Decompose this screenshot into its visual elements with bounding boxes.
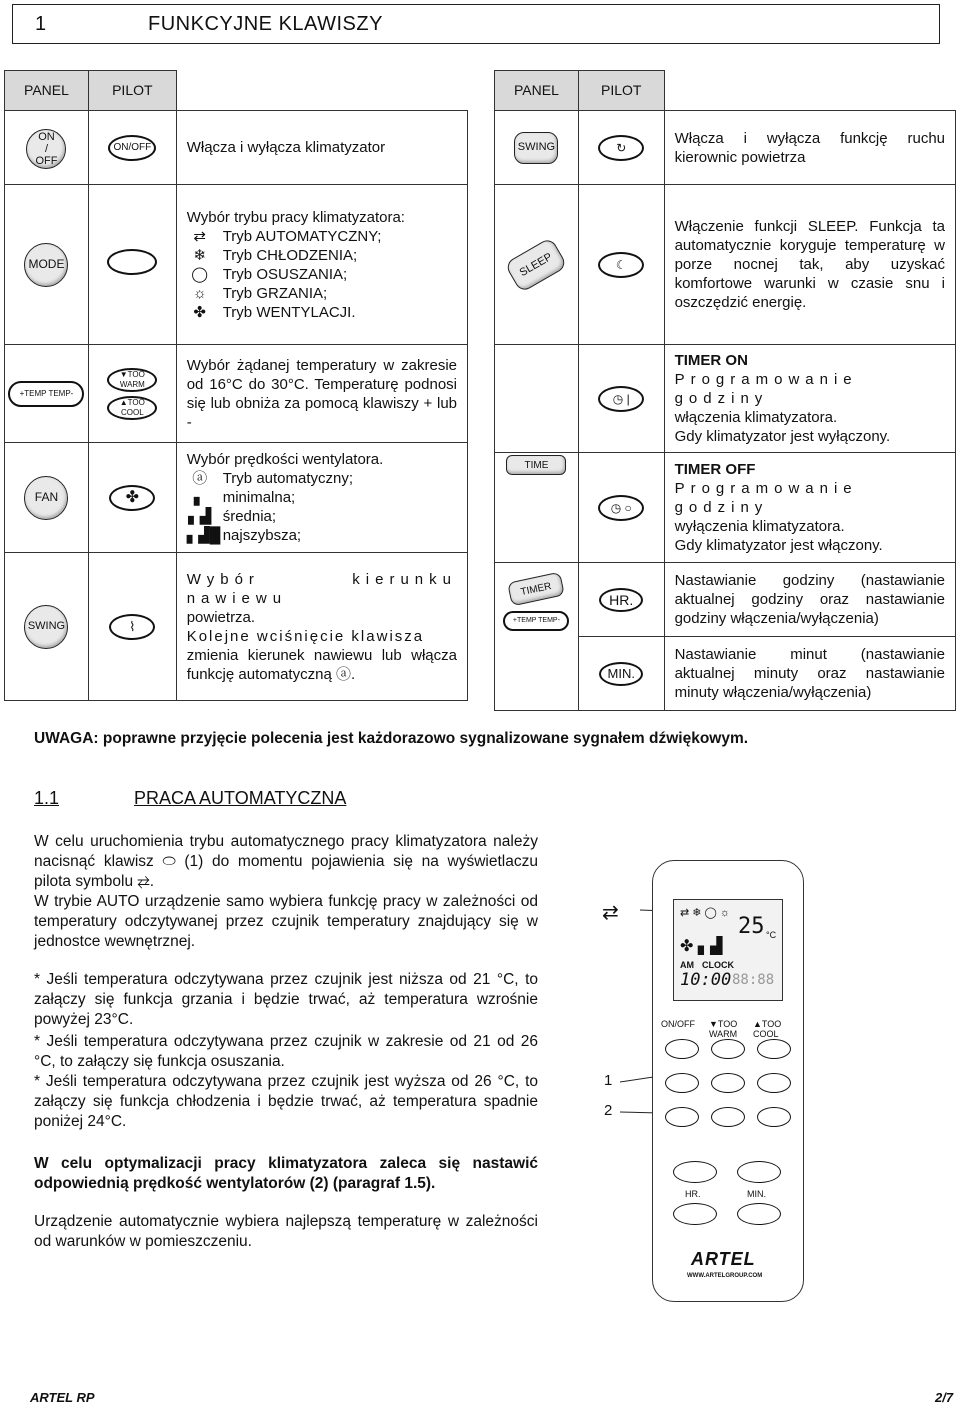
display-clock-label: CLOCK [702,960,734,970]
pilot-min-button: MIN. [599,662,643,686]
panel-sleep-button: SLEEP [505,236,569,292]
remote-warm-button [711,1039,745,1059]
sun-icon: ☼ [192,284,207,302]
pilot-timer-on-button: ◷ | [598,386,644,412]
panel-temp-button: +TEMP TEMP- [8,381,84,407]
panel-swing-button-right: SWING [514,132,558,164]
fan-mid-icon: ▖▟ [188,508,212,525]
footer-page: 2/7 [935,1390,954,1405]
footer-left: ARTEL RP [30,1390,95,1405]
subsection-heading [34,788,347,809]
remote-button-b [711,1073,745,1093]
subsection-number: 1.1 [34,788,60,808]
remote-url: WWW.ARTELGROUP.COM [687,1273,763,1279]
pilot-too-cool-button: ▲TOO COOL [107,396,157,420]
display-temp: 25 [738,914,765,939]
remote-sleep-button [757,1107,791,1127]
panel-mode-button: MODE [24,243,68,287]
timer-off-desc2: Gdy klimatyzator jest włączony. [674,537,883,554]
display-time: 10:00 [680,970,732,990]
paragraph-6: W celu optymalizacji pracy klimatyzatora zaleca się nastawić odpowiednią prędkość wentylatorów (2) (paragraf 1.5). [34,1155,538,1192]
display-fan-icon: ✤ ▖▟ [680,938,723,955]
pilot-on-off-button: ON/OFF [108,135,156,161]
desc-min: Nastawianie minut (nastawianie aktualnej minuty oraz nastawianie minuty włączenia/wyłączenia) [664,637,955,711]
section-number: 1 [35,13,47,35]
pilot-sleep-button: ☾ [598,252,644,278]
right-function-table [494,70,956,711]
paragraph-3: * Jeśli temperatura odczytywana przez czujnik jest niższa od 21 °C, to załączy się funkcja grzania i będzie trwać, aż temperatura wzrośnie powyżej 23°C. [34,971,538,1028]
timer-off-desc: wyłączenia klimatyzatora. [674,518,845,535]
desc-sleep: Włączenie funkcji SLEEP. Funkcja ta automatycznie koryguje temperaturę w porze nocnej tak, aby uzyskać komfortowe warunki w czasie snu i oszczędzić energię. [664,185,955,345]
remote-min-button [737,1203,781,1225]
panel-fan-button: FAN [24,476,68,520]
remote-onoff-button [665,1039,699,1059]
pilot-swing-toggle-button: ↻ [598,135,644,161]
left-function-table [4,70,468,701]
desc-hr: Nastawianie godziny (nastawianie aktualnej godziny oraz nastawianie godziny włączenia/wyłączenia) [664,563,955,637]
remote-control-illustration [652,860,804,1302]
fan-icon: ✤ [193,303,206,321]
remote-min-label: MIN. [747,1189,766,1199]
pilot-mode-button [107,249,157,275]
remote-brand-logo: ARTEL [691,1249,756,1269]
remote-onoff-label: ON/OFF [661,1019,695,1029]
fan-item-mid: średnia; [222,508,277,525]
remote-mode-button [665,1073,699,1093]
mode-item-heat: Tryb GRZANIA; [222,284,328,302]
pilot-fan-button: ✤ [109,485,155,511]
display-timer-digits: 88:88 [732,972,775,988]
auto-symbol-callout: ⇄ [602,902,619,924]
pilot-too-warm-button: ▼TOO WARM [107,368,157,392]
swing-line-4: zmienia kierunek nawiewu lub włącza funkcję automatyczną ⓐ. [186,646,457,683]
timer-off-spread: Programowanie godziny [674,480,858,516]
remote-button-c [757,1073,791,1093]
panel-on-off-button: ON / OFF [26,129,66,169]
remote-hr-label: HR. [685,1189,701,1199]
swing-line-1: Wybór kierunku nawiewu [186,570,457,607]
panel-time-button: TIME [506,455,566,475]
remote-warm-label: ▼TOO WARM [709,1019,738,1039]
timer-on-spread: Programowanie godziny [674,371,858,407]
desc-swing-toggle: Włącza i wyłącza funkcję ruchu kierownic powietrza [664,111,955,185]
callout-label-2: 2 [604,1102,613,1119]
remote-timer-on-button [673,1161,717,1183]
panel-timer-temp-button: +TEMP TEMP- [503,611,569,631]
remote-display [673,899,783,1001]
paragraph-1: W celu uruchomienia trybu automatycznego pracy klimatyzatora należy nacisnąć klawisz ⬭ (1) do momentu pojawienia się na wyświetlaczu pilota symbolu ⇄. [34,833,538,890]
panel-timer-button: TIMER [508,572,566,607]
paragraph-7: Urządzenie automatycznie wybiera najlepszą temperaturę w zależności od warunków w pomieszczeniu. [34,1213,538,1250]
panel-swing-button: SWING [24,605,68,649]
pilot-hr-button: HR. [599,588,643,612]
mode-item-auto: Tryb AUTOMATYCZNY; [222,227,382,245]
subsection-title: PRACA AUTOMATYCZNA [134,788,347,808]
pilot-swing-button: ⌇ [109,614,155,640]
remote-hr-button [673,1203,717,1225]
remote-fan-button [665,1107,699,1127]
section-title: FUNKCYJNE KLAWISZY [148,13,383,35]
mode-item-cool: Tryb CHŁODZENIA; [222,246,358,264]
fan-high-icon: ▖▟█ [186,527,221,544]
desc-timer-off [664,453,955,563]
col-panel-right: PANEL [495,71,579,111]
timer-on-desc: włączenia klimatyzatora. [674,409,838,426]
remote-cool-label: ▲TOO COOL [753,1019,782,1039]
desc-swing [176,553,467,701]
swing-line-2: powietrza. [186,608,256,626]
remote-timer-off-button [737,1161,781,1183]
col-pilot: PILOT [88,71,176,111]
auto-mode-icon: ⇄ [193,227,206,245]
display-mode-icons: ⇄ ❄ ◯ ☼ [680,907,730,919]
desc-on-off: Włącza i wyłącza klimatyzator [176,111,467,185]
pilot-timer-off-button: ◷ ○ [598,495,644,521]
remote-swing-button [711,1107,745,1127]
fan-item-high: najszybsza; [222,527,302,544]
paragraph-4: * Jeśli temperatura odczytywana przez czujnik w zakresie od 21 od 26 °C, to załączy się funkcja osuszania. [34,1033,538,1070]
mode-item-dry: Tryb OSUSZANIA; [222,265,348,283]
section-header [12,4,940,44]
callout-label-1: 1 [604,1072,613,1089]
auto-fan-icon: ⓐ [192,470,208,487]
col-pilot-right: PILOT [578,71,664,111]
timer-on-title: TIMER ON [674,352,748,369]
fan-low-icon: ▖ [193,489,206,506]
display-unit: °C [766,930,777,940]
timer-on-desc2: Gdy klimatyzator jest wyłączony. [674,428,891,445]
fan-item-low: minimalna; [222,489,296,506]
droplet-icon: ◯ [191,265,209,283]
desc-temp: Wybór żądanej temperatury w zakresie od 16°C do 30°C. Temperaturę podnosi się lub obniża za pomocą klawiszy + lub - [176,345,467,443]
fan-intro: Wybór prędkości wentylatora. [186,451,384,468]
remote-cool-button [757,1039,791,1059]
mode-intro: Wybór trybu pracy klimatyzatora: [186,208,405,226]
display-am: AM [680,960,694,970]
desc-mode [176,185,467,345]
snowflake-icon: ❄ [193,246,206,264]
desc-timer-on [664,345,955,453]
col-panel: PANEL [5,71,89,111]
swing-line-3: Kolejne wciśnięcie klawisza [186,627,425,645]
paragraph-5: * Jeśli temperatura odczytywana przez czujnik jest wyższa od 26 °C, to załączy się funkcja chłodzenia i będzie trwać, aż temperatura spadnie poniżej 24°C. [34,1073,538,1130]
mode-item-fan: Tryb WENTYLACJI. [222,303,356,321]
paragraph-2: W trybie AUTO urządzenie samo wybiera funkcję pracy w zależności od temperatury odczytywanej przez czujnik temperatury znajdujący się w jednostce wewnętrznej. [34,893,538,950]
fan-item-auto: Tryb automatyczny; [222,470,354,487]
note-text: UWAGA: poprawne przyjęcie polecenia jest każdorazowo sygnalizowane sygnałem dźwiękowym. [34,730,749,747]
timer-off-title: TIMER OFF [674,461,756,478]
desc-fan [176,443,467,553]
